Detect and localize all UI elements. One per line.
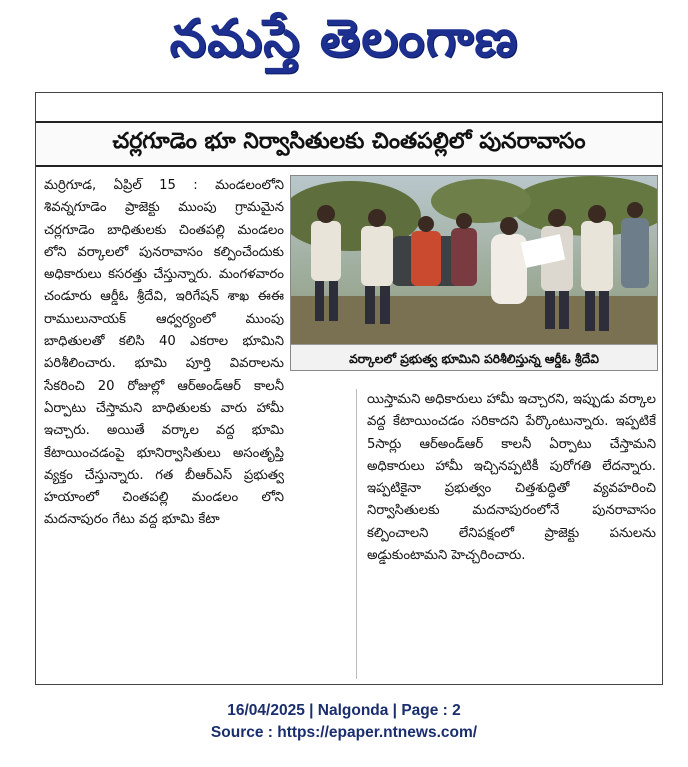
article-photo <box>290 175 658 371</box>
footer-source-link[interactable]: Source : https://epaper.ntnews.com/ <box>210 724 478 741</box>
news-clipping <box>35 92 663 685</box>
article-headline: చర్లగూడెం భూ నిర్వాసితులకు చింతపల్లిలో పునరావాసం <box>112 129 586 154</box>
footer-edition-info: 16/04/2025 | Nalgonda | Page : 2 <box>227 702 461 719</box>
article-column-left <box>44 175 284 680</box>
article-body-left: మర్రిగూడ, ఏప్రిల్ 15 : మండలంలోని శివన్నగూడెం ప్రాజెక్టు ముంపు గ్రామమైన చర్లగూడెం బాధితులకు చింతపల్లి మండలం లోని వర్కాలలో పునరావాసం కల్పించేందుకు అధికారులు కసరత్తు చేస్తున్నారు. మంగళవారం చండూరు ఆర్డీఓ శ్రీదేవి, ఇరిగేషన్ శాఖ ఈఈ రాములునాయక్ ఆధ్వర్యంలో ముంపు బాధితులతో కలిసి 40 ఎకరాల భూమిని పరిశీలించారు. భూమి పూర్తి వివరాలను సేకరించి 20 రోజుల్లో ఆర్అండ్ఆర్ కాలనీ ఏర్పాటు చేస్తామని బాధితులకు వారు హామీ ఇచ్చారు. అయితే వర్కాల వద్ద భూమి కేటాయించడంపై భూనిర్వాసితులు అసంతృప్తి వ్యక్తం చేస్తున్నారు. గత బీఆర్ఎస్ ప్రభుత్వ హయాంలో చింతపల్లి మండలం లోని మదనాపురం గేటు వద్ద భూమి కేటా <box>44 178 284 528</box>
photo-caption: వర్కాలలో ప్రభుత్వ భూమిని పరిశీలిస్తున్న ఆర్డీఓ శ్రీదేవి <box>291 344 657 371</box>
article-body-right: యిస్తామని అధికారులు హామీ ఇచ్చారని, ఇప్పుడు వర్కాల వద్ద కేటాయించడం సరికాదని పేర్కొంటున్నారు. ఇప్పటికే 5సార్లు ఆర్అండ్ఆర్ కాలనీ ఏర్పాటు చేస్తామని అధికారులు హామీ ఇచ్చినప్పటికీ పురోగతి లేదన్నారు. ఇప్పటికైనా ప్రభుత్వం చిత్తశుద్ధితో వ్యవహరించి నిర్వాసితులకు మదనాపురంలోనే పునరావాసం కల్పించాలని లేనిపక్షంలో ప్రాజెక్టు పనులను అడ్డుకుంటామని హెచ్చరించారు. <box>367 392 656 564</box>
masthead <box>0 0 688 90</box>
article-column-right <box>356 389 656 679</box>
clip-top-strip <box>36 93 662 111</box>
footer <box>0 700 688 744</box>
masthead-title: నమస్తే తెలంగాణ <box>169 8 519 69</box>
headline-bar <box>36 121 662 167</box>
photo-officials-inspecting-land <box>291 176 658 344</box>
